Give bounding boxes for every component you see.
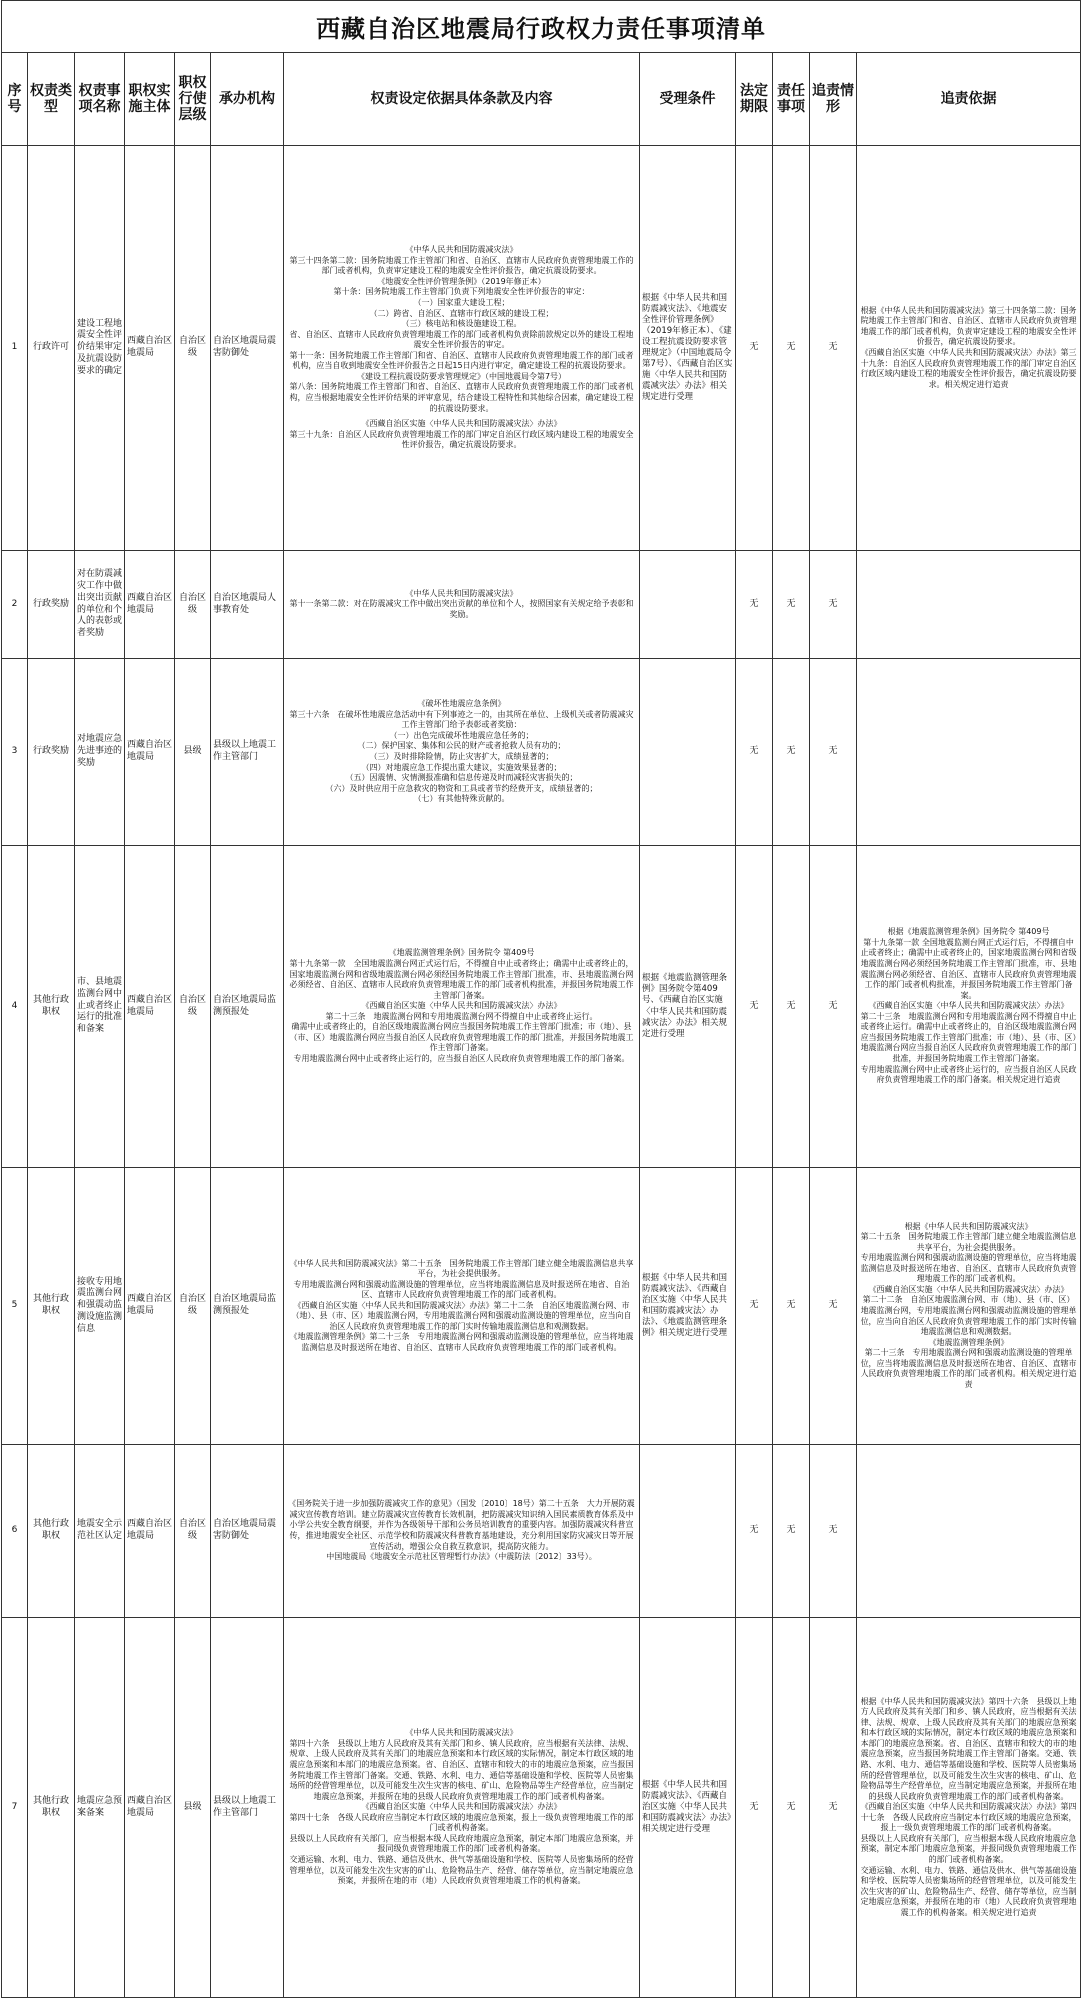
row-level: 自治区级 bbox=[175, 846, 211, 1168]
row-basis-paragraph: 第十一条：国务院地震工作主管部门和省、自治区、直辖市人民政府负责管理地震工作的部门或者机构，应当自收到地震安全性评价报告之日起15日内进行审定，确定建设工程的抗震设防要求。 bbox=[289, 350, 634, 371]
row-basis-paragraph: 中国地震局《地震安全示范社区管理暂行办法》（中震防法〔2012〕33号）。 bbox=[326, 1552, 597, 1562]
row-name: 地震应急预案备案 bbox=[75, 1618, 125, 1998]
row-basis bbox=[284, 1168, 640, 1445]
row-basis-paragraph: 《西藏自治区实施〈中华人民共和国防震减灾法〉办法》 bbox=[361, 1001, 562, 1011]
row-acc-basis-paragraph: 《地震监测管理条例》 bbox=[928, 1337, 1009, 1347]
row-subject: 西藏自治区地震局 bbox=[125, 1445, 175, 1618]
row-type: 行政许可 bbox=[28, 146, 75, 551]
row-basis-paragraph: 交通运输、水利、电力、铁路、通信及供水、供气等基础设施和学校、医院等人员密集场所的经营管理单位，以及可能发生次生灾害的矿山、危险物品生产、经营、储存等单位，应当制定地震应急预案，并报所在地的市（地）人民政府负责管理地震工作的机构备案。 bbox=[289, 1854, 634, 1886]
row-name: 地震安全示范社区认定 bbox=[75, 1445, 125, 1618]
col-header-accountability: 追责情形 bbox=[810, 53, 857, 146]
row-name: 对地震应急先进事迹的奖励 bbox=[75, 659, 125, 846]
row-office: 自治区地震局震害防御处 bbox=[211, 146, 284, 551]
row-number: 3 bbox=[2, 659, 28, 846]
row-acc-basis bbox=[857, 551, 1081, 659]
row-acc-basis-paragraph: 专用地震监测台网和强震动监测设施的管理单位，应当将地震监测信息及时报送所在地省、自治区、直辖市人民政府负责管理地震工作的部门或者机构。 bbox=[860, 1253, 1077, 1284]
row-office: 自治区地震局震害防御处 bbox=[211, 1445, 284, 1618]
table-row bbox=[2, 1168, 1081, 1445]
row-acc-basis-paragraph: 根据《中华人民共和国防震减灾法》第三十四条第二款：国务院地震工作主管部门和省、自治区、直辖市人民政府负责管理地震工作的部门或者机构，负责审定建设工程的地震安全性评价报告，确定抗震设防要求。 bbox=[860, 305, 1077, 347]
row-basis-paragraph: 《西藏自治区实施〈中华人民共和国防震减灾法〉办法》 bbox=[361, 419, 562, 429]
row-duty: 无 bbox=[773, 146, 810, 551]
col-header-basis: 权责设定依据具体条款及内容 bbox=[284, 53, 640, 146]
col-header-acc-basis: 追责依据 bbox=[857, 53, 1081, 146]
row-acc-basis-paragraph: 《西藏自治区实施〈中华人民共和国防震减灾法〉办法》第三十九条：自治区人民政府负责管理地震工作的部门审定自治区行政区域内建设工程的地震安全性评价报告，确定抗震设防要求。相关规定进行追责 bbox=[860, 348, 1077, 389]
row-basis-paragraph: 第四十七条 各级人民政府应当制定本行政区域的地震应急预案，报上一级负责管理地震工作的部门或者机构备案。 bbox=[289, 1812, 634, 1833]
row-level: 县级 bbox=[175, 1618, 211, 1998]
row-basis bbox=[284, 1618, 640, 1998]
row-basis-paragraph: （三）及时排除险情，防止灾害扩大，成绩显著的； bbox=[369, 752, 554, 761]
row-condition: 根据《中华人民共和国防震减灾法》、《西藏自治区实施〈中华人民共和国防震减灾法〉办法》、《地震监测管理条例》相关规定进行受理 bbox=[640, 1168, 736, 1445]
row-duty: 无 bbox=[773, 846, 810, 1168]
col-header-office: 承办机构 bbox=[211, 53, 284, 146]
row-basis-paragraph: 专用地震监测台网和强震动监测设施的管理单位，应当将地震监测信息及时报送所在地省、自治区、直辖市人民政府负责管理地震工作的部门或者机构。 bbox=[293, 1279, 630, 1300]
row-basis-paragraph: 《西藏自治区实施〈中华人民共和国防震减灾法〉办法》 bbox=[361, 1802, 562, 1812]
row-level: 县级 bbox=[175, 659, 211, 846]
row-office: 自治区地震局人事教育处 bbox=[211, 551, 284, 659]
row-accountability: 无 bbox=[810, 551, 857, 659]
row-accountability: 无 bbox=[810, 146, 857, 551]
row-basis-paragraph: （五）因震情、灾情测报准确和信息传递及时而减轻灾害损失的； bbox=[345, 773, 578, 783]
row-basis-paragraph: （二）保护国家、集体和公民的财产或者抢救人员有功的； bbox=[357, 741, 566, 751]
row-basis-paragraph: 第十一条第二款：对在防震减灾工作中做出突出贡献的单位和个人，按照国家有关规定给予表彰和奖励。 bbox=[289, 599, 634, 619]
row-office: 自治区地震局监测预报处 bbox=[211, 846, 284, 1168]
row-condition: 根据《中华人民共和国防震减灾法》、《地震安全性评价管理条例》（2019年修正本）、《建设工程抗震设防要求管理规定》（中国地震局令第7号）、《西藏自治区实施〈中华人民共和国防震减灾法〉办法》相关规定进行受理 bbox=[640, 146, 736, 551]
row-type: 其他行政职权 bbox=[28, 1618, 75, 1998]
table-row bbox=[2, 551, 1081, 659]
row-basis-paragraph: （七）有其他特殊贡献的。 bbox=[413, 794, 510, 804]
row-acc-basis-paragraph: 根据《中华人民共和国防震减灾法》第四十六条 县级以上地方人民政府及其有关部门和乡、镇人民政府，应当根据有关法律、法规、规章、上级人民政府及其有关部门的地震应急预案和本行政区域的实际情况，制定本行政区域的地震应急预案和本部门的地震应急预案。省、自治区、直辖市和较大的市的地震应急预案，应当报国务院地震工作主管部门备案。交通、铁路、水利、电力、通信等基础设施和学校、医院等人员密集场所的经营管理单位，以及可能发生次生灾害的核电、矿山、危险物品等生产经营单位，应当制定地震应急预案，并报所在地的县级人民政府负责管理地震工作的部门或者机构备案。 bbox=[860, 1696, 1077, 1801]
row-deadline: 无 bbox=[736, 1168, 773, 1445]
row-acc-basis-paragraph: 第二十三条 专用地震监测台网和强震动监测设施的管理单位，应当将地震监测信息及时报送所在地省、自治区、直辖市人民政府负责管理地震工作的部门或者机构。相关规定进行追责 bbox=[860, 1348, 1077, 1389]
row-basis-paragraph: 《国务院关于进一步加强防震减灾工作的意见》（国发〔2010〕18号）第二十五条 大力开展防震减灾宣传教育培训。建立防震减灾宣传教育长效机制，把防震减灾知识纳入国民素质教育体系及中小学公共安全教育纲要，并作为各级领导干部和公务员培训教育的重要内容。加强防震减灾科普宣传，推进地震安全社区、示范学校和防震减灾科普教育基地建设，充分利用国家防灾减灾日等开展宣传活动，增强公众自救互救意识，提高防灾能力。 bbox=[288, 1499, 635, 1551]
row-acc-basis bbox=[857, 1618, 1081, 1998]
row-duty: 无 bbox=[773, 1445, 810, 1618]
row-type: 其他行政职权 bbox=[28, 1445, 75, 1618]
row-acc-basis bbox=[857, 846, 1081, 1168]
row-level: 自治区级 bbox=[175, 1445, 211, 1618]
row-subject: 西藏自治区地震局 bbox=[125, 551, 175, 659]
row-basis-paragraph: （二）跨省、自治区、直辖市行政区域的建设工程； bbox=[369, 308, 554, 318]
row-basis-paragraph: 第二十三条 地震监测台网和专用地震监测台网不得擅自中止或者终止运行。 bbox=[325, 1011, 598, 1021]
col-header-condition: 受理条件 bbox=[640, 53, 736, 146]
row-accountability: 无 bbox=[810, 1445, 857, 1618]
row-number: 1 bbox=[2, 146, 28, 551]
row-number: 7 bbox=[2, 1618, 28, 1998]
row-basis-paragraph: 《地震监测管理条例》国务院令 第409号 bbox=[388, 948, 535, 958]
row-accountability: 无 bbox=[810, 1168, 857, 1445]
row-acc-basis-paragraph: 专用地震监测台网中止或者终止运行的，应当报自治区人民政府负责管理地震工作的部门备案。相关规定进行追责 bbox=[860, 1064, 1077, 1085]
row-acc-basis-paragraph: 《西藏自治区实施〈中华人民共和国防震减灾法〉办法》 bbox=[868, 1284, 1069, 1294]
row-acc-basis bbox=[857, 659, 1081, 846]
row-basis-paragraph: 第三十六条 在破坏性地震应急活动中有下列事迹之一的，由其所在单位、上级机关或者防震减灾工作主管部门给予表彰或者奖励： bbox=[289, 709, 634, 730]
row-acc-basis-paragraph: 第十九条第一款 全国地震监测台网正式运行后，不得擅自中止或者终止；确需中止或者终止的，国家地震监测台网和省级地震监测台网必须经国务院地震工作主管部门批准，市、县地震监测台网必须经省、自治区、直辖市人民政府负责管理地震工作的部门或者机构批准，并报国务院地震工作主管部门备案。 bbox=[860, 937, 1077, 1000]
row-condition bbox=[640, 1445, 736, 1618]
row-basis-paragraph: 《中华人民共和国防震减灾法》 bbox=[405, 245, 518, 255]
row-number: 5 bbox=[2, 1168, 28, 1445]
row-basis-paragraph: 《建设工程抗震设防要求管理规定》（中国地震局令第7号） bbox=[356, 371, 567, 381]
col-header-duty: 责任事项 bbox=[773, 53, 810, 146]
row-basis-paragraph: 第十九条第一款 全国地震监测台网正式运行后，不得擅自中止或者终止；确需中止或者终止的，国家地震监测台网和省级地震监测台网必须经国务院地震工作主管部门批准，市、县地震监测台网必须经省、自治区、直辖市人民政府负责管理地震工作的部门或者机构批准，并报国务院地震工作主管部门备案。 bbox=[289, 959, 634, 1000]
row-name: 接收专用地震监测台网和强震动监测设施监测信息 bbox=[75, 1168, 125, 1445]
row-number: 2 bbox=[2, 551, 28, 659]
row-basis-paragraph: 第三十九条：自治区人民政府负责管理地震工作的部门审定自治区行政区域内建设工程的地震安全性评价报告，确定抗震设防要求。 bbox=[289, 429, 634, 450]
row-basis-paragraph: 《中华人民共和国防震减灾法》 bbox=[405, 588, 518, 598]
row-acc-basis-paragraph: 交通运输、水利、电力、铁路、通信及供水、供气等基础设施和学校、医院等人员密集场所的经营管理单位，以及可能发生次生灾害的矿山、危险物品生产、经营、储存等单位，应当制定地震应急预案，并报所在地的市（地）人民政府负责管理地震工作的机构备案。相关规定进行追责 bbox=[860, 1865, 1077, 1917]
row-basis-paragraph: 确需中止或者终止的，自治区级地震监测台网应当报国务院地震工作主管部门批准；市（地）、县（市、区）地震监测台网应当报自治区人民政府负责管理地震工作的部门批准，并报国务院地震工作主管部门备案。 bbox=[289, 1022, 634, 1053]
row-acc-basis-paragraph: 县级以上人民政府有关部门，应当根据本级人民政府地震应急预案，制定本部门地震应急预案，并报同级负责管理地震工作的部门或者机构备案。 bbox=[860, 1833, 1077, 1864]
page-title: 西藏自治区地震局行政权力责任事项清单 bbox=[2, 1, 1081, 53]
row-acc-basis bbox=[857, 1168, 1081, 1445]
row-basis-paragraph: 《地震安全性评价管理条例》（2019年修正本） bbox=[377, 276, 546, 286]
row-deadline: 无 bbox=[736, 1445, 773, 1618]
row-office: 县级以上地震工作主管部门 bbox=[211, 659, 284, 846]
row-subject: 西藏自治区地震局 bbox=[125, 1168, 175, 1445]
responsibility-table bbox=[1, 0, 1081, 1998]
row-subject: 西藏自治区地震局 bbox=[125, 1618, 175, 1998]
row-basis-paragraph: 县级以上人民政府有关部门，应当根据本级人民政府地震应急预案，制定本部门地震应急预案，并报同级负责管理地震工作的部门或者机构备案。 bbox=[289, 1833, 634, 1854]
row-number: 6 bbox=[2, 1445, 28, 1618]
table-row bbox=[2, 146, 1081, 551]
row-acc-basis-paragraph: 第二十五条 国务院地震工作主管部门建立健全地震监测信息共享平台，为社会提供服务。 bbox=[860, 1232, 1077, 1252]
row-basis-paragraph: （一）出色完成破坏性地震应急任务的； bbox=[389, 730, 534, 740]
row-type: 行政奖励 bbox=[28, 551, 75, 659]
col-header-name: 权责事项名称 bbox=[75, 53, 125, 146]
row-acc-basis bbox=[857, 1445, 1081, 1618]
row-accountability: 无 bbox=[810, 846, 857, 1168]
row-deadline: 无 bbox=[736, 146, 773, 551]
row-basis-paragraph: （三）核电站和核设施建设工程。 bbox=[401, 319, 522, 329]
row-basis bbox=[284, 146, 640, 551]
row-name: 建设工程地震安全性评价结果审定及抗震设防要求的确定 bbox=[75, 146, 125, 551]
row-deadline: 无 bbox=[736, 659, 773, 846]
col-header-type: 权责类型 bbox=[28, 53, 75, 146]
row-basis-paragraph: 《地震监测管理条例》第二十三条 专用地震监测台网和强震动监测设施的管理单位，应当将地震监测信息及时报送所在地省、自治区、直辖市人民政府负责管理地震工作的部门或者机构。 bbox=[289, 1332, 634, 1352]
row-basis-paragraph: 第四十六条 县级以上地方人民政府及其有关部门和乡、镇人民政府，应当根据有关法律、法规、规章、上级人民政府及其有关部门的地震应急预案和本行政区域的实际情况，制定本行政区域的地震应急预案和本部门的地震应急预案。省、自治区、直辖市和较大的市的地震应急预案，应当报国务院地震工作主管部门备案。交通、铁路、水利、电力、通信等基础设施和学校、医院等人员密集场所的经营管理单位，以及可能发生次生灾害的核电、矿山、危险物品等生产经营单位，应当制定地震应急预案，并报所在地的县级人民政府负责管理地震工作的部门或者机构备案。 bbox=[289, 1738, 634, 1801]
row-basis-paragraph: 第八条：国务院地震工作主管部门和省、自治区、直辖市人民政府负责管理地震工作的部门或者机构，应当根据地震安全性评价结果的评审意见，结合建设工程特性和其他综合因素，确定建设工程的抗震设防要求。 bbox=[289, 382, 634, 413]
row-duty: 无 bbox=[773, 1168, 810, 1445]
row-accountability: 无 bbox=[810, 659, 857, 846]
table-row bbox=[2, 1445, 1081, 1618]
row-type: 其他行政职权 bbox=[28, 1168, 75, 1445]
row-level: 自治区级 bbox=[175, 551, 211, 659]
row-name: 对在防震减灾工作中做出突出贡献的单位和个人的表彰或者奖励 bbox=[75, 551, 125, 659]
row-type: 行政奖励 bbox=[28, 659, 75, 846]
row-basis-paragraph: 《中华人民共和国防震减灾法》 bbox=[405, 1728, 518, 1738]
row-basis-paragraph: 省、自治区、直辖市人民政府负责管理地震工作的部门或者机构负责除前款规定以外的建设工程地震安全性评价报告的审定。 bbox=[289, 329, 634, 350]
row-duty: 无 bbox=[773, 551, 810, 659]
row-level: 自治区级 bbox=[175, 1168, 211, 1445]
row-condition bbox=[640, 551, 736, 659]
row-deadline: 无 bbox=[736, 846, 773, 1168]
row-condition bbox=[640, 659, 736, 846]
row-condition: 根据《中华人民共和国防震减灾法》、《西藏自治区实施〈中华人民共和国防震减灾法〉办法》相关规定进行受理 bbox=[640, 1618, 736, 1998]
table-row bbox=[2, 1618, 1081, 1998]
row-subject: 西藏自治区地震局 bbox=[125, 846, 175, 1168]
row-basis bbox=[284, 846, 640, 1168]
col-header-deadline: 法定期限 bbox=[736, 53, 773, 146]
table-row bbox=[2, 846, 1081, 1168]
row-duty: 无 bbox=[773, 1618, 810, 1998]
row-deadline: 无 bbox=[736, 1618, 773, 1998]
row-condition: 根据《地震监测管理条例》国务院令第409号、《西藏自治区实施〈中华人民共和国防震减灾法〉办法》相关规定进行受理 bbox=[640, 846, 736, 1168]
col-header-subject: 职权实施主体 bbox=[125, 53, 175, 146]
row-basis-paragraph: （四）对地震应急工作提出重大建议，实施效果显著的； bbox=[361, 762, 562, 772]
row-office: 自治区地震局监测预报处 bbox=[211, 1168, 284, 1445]
row-acc-basis bbox=[857, 146, 1081, 551]
row-number: 4 bbox=[2, 846, 28, 1168]
row-basis-paragraph: 《中华人民共和国防震减灾法》第二十五条 国务院地震工作主管部门建立健全地震监测信息共享平台，为社会提供服务。 bbox=[289, 1258, 634, 1279]
row-acc-basis-paragraph: 第二十三条 地震监测台网和专用地震监测台网不得擅自中止或者终止运行。确需中止或者终止的，自治区级地震监测台网应当报国务院地震工作主管部门批准；市（地）、县（市、区）地震监测台网应当报自治区人民政府负责管理地震工作的部门批准，并报国务院地震工作主管部门备案。 bbox=[860, 1011, 1077, 1063]
row-type: 其他行政职权 bbox=[28, 846, 75, 1168]
row-acc-basis-paragraph: 第二十二条 自治区地震监测台网、市（地）、县（市、区）地震监测台网，专用地震监测台网和强震动监测设施的管理单位，应当向自治区人民政府负责管理地震工作的部门实时传输地震监测信息和观测数据。 bbox=[860, 1295, 1077, 1337]
row-name: 市、县地震监测台网中止或者终止运行的批准和备案 bbox=[75, 846, 125, 1168]
row-basis bbox=[284, 1445, 640, 1618]
row-basis-paragraph: 专用地震监测台网中止或者终止运行的，应当报自治区人民政府负责管理地震工作的部门备案。 bbox=[293, 1053, 630, 1063]
row-basis-paragraph: 第十条：国务院地震工作主管部门负责下列地震安全性评价报告的审定： bbox=[333, 287, 590, 297]
row-acc-basis-paragraph: 《西藏自治区实施〈中华人民共和国防震减灾法〉办法》 bbox=[868, 1001, 1069, 1011]
row-deadline: 无 bbox=[736, 551, 773, 659]
table-row bbox=[2, 659, 1081, 846]
row-basis-paragraph: 《破坏性地震应急条例》 bbox=[417, 699, 506, 709]
row-basis-paragraph: （一）国家重大建设工程； bbox=[413, 298, 510, 308]
row-acc-basis-paragraph: 根据《中华人民共和国防震减灾法》 bbox=[904, 1221, 1033, 1231]
row-basis-paragraph: （六）及时供应用于应急救灾的物资和工具或者节约经费开支，成绩显著的； bbox=[325, 783, 598, 793]
row-level: 自治区级 bbox=[175, 146, 211, 551]
row-basis bbox=[284, 659, 640, 846]
col-header-no: 序号 bbox=[2, 53, 28, 146]
row-duty: 无 bbox=[773, 659, 810, 846]
row-subject: 西藏自治区地震局 bbox=[125, 146, 175, 551]
row-acc-basis-paragraph: 根据《地震监测管理条例》国务院令 第409号 bbox=[887, 927, 1050, 937]
row-basis-paragraph: 《西藏自治区实施〈中华人民共和国防震减灾法〉办法》第二十二条 自治区地震监测台网、市（地）、县（市、区）地震监测台网，专用地震监测台网和强震动监测设施的管理单位，应当向自治区人民政府负责管理地震工作的部门实时传输地震监测信息和观测数据。 bbox=[291, 1300, 632, 1331]
row-accountability: 无 bbox=[810, 1618, 857, 1998]
row-subject: 西藏自治区地震局 bbox=[125, 659, 175, 846]
row-basis-paragraph: 第三十四条第二款：国务院地震工作主管部门和省、自治区、直辖市人民政府负责管理地震工作的部门或者机构，负责审定建设工程的地震安全性评价报告，确定抗震设防要求。 bbox=[289, 255, 634, 276]
row-acc-basis-paragraph: 《西藏自治区实施〈中华人民共和国防震减灾法〉办法》第四十七条 各级人民政府应当制定本行政区域的地震应急预案，报上一级负责管理地震工作的部门或者机构备案。 bbox=[860, 1802, 1077, 1833]
row-basis bbox=[284, 551, 640, 659]
col-header-level: 职权行使层级 bbox=[175, 53, 211, 146]
row-office: 县级以上地震工作主管部门 bbox=[211, 1618, 284, 1998]
